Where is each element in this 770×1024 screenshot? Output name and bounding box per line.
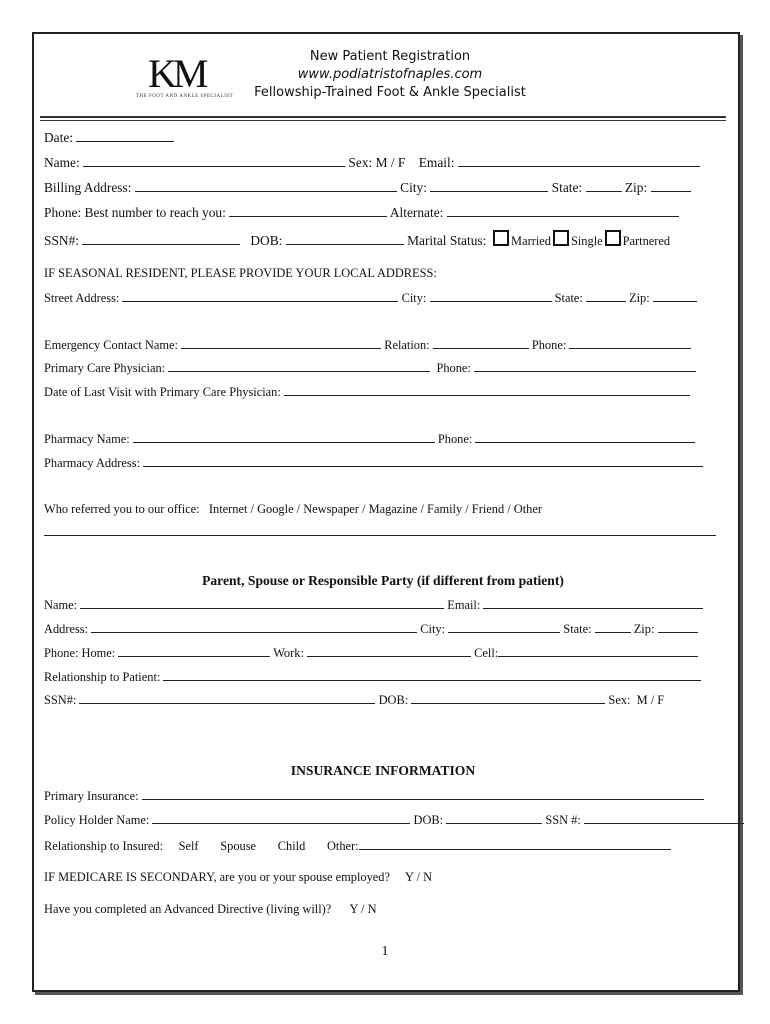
married-checkbox[interactable] xyxy=(493,230,509,246)
primary-insurance-field[interactable] xyxy=(142,788,704,800)
pharmacy-field[interactable] xyxy=(133,431,435,443)
ins-dob-label: DOB: xyxy=(413,813,444,827)
partnered-label: Partnered xyxy=(622,234,671,248)
referral-field[interactable] xyxy=(44,524,716,536)
medicare-yn[interactable]: Y / N xyxy=(405,870,433,884)
rp-phone-home-label: Phone: Home: xyxy=(44,646,116,660)
single-checkbox[interactable] xyxy=(553,230,569,246)
rp-relationship-label: Relationship to Patient: xyxy=(44,670,161,684)
page-number: 1 xyxy=(381,944,389,959)
directive-row xyxy=(44,902,377,917)
partnered-checkbox[interactable] xyxy=(605,230,621,246)
referral-label: Who referred you to our office: xyxy=(44,502,200,516)
sex-label[interactable]: Sex: M / F xyxy=(348,155,406,170)
rp-dob-label: DOB: xyxy=(378,693,409,707)
email-label: Email: xyxy=(418,155,455,170)
relationship-insured-row xyxy=(44,838,671,854)
emergency-label: Emergency Contact Name: xyxy=(44,338,178,352)
state-label: State: xyxy=(551,180,583,195)
logo-tagline: THE FOOT AND ANKLE SPECIALIST xyxy=(136,94,234,99)
policy-holder-row xyxy=(44,812,744,828)
insurance-heading: INSURANCE INFORMATION xyxy=(290,763,476,778)
child-option[interactable]: Child xyxy=(277,839,306,853)
rp-ssn-row xyxy=(44,692,664,708)
zip-label: Zip: xyxy=(624,180,648,195)
emergency-field[interactable] xyxy=(181,337,381,349)
alternate-label: Alternate: xyxy=(389,205,444,220)
seasonal-state-field[interactable] xyxy=(586,290,626,302)
rp-cell-label: Cell: xyxy=(474,646,499,660)
seasonal-city-field[interactable] xyxy=(430,290,552,302)
emergency-row xyxy=(44,337,691,353)
phone-row xyxy=(44,205,679,221)
primary-insurance-row xyxy=(44,788,704,804)
billing-label: Billing Address: xyxy=(44,180,132,195)
rp-phone-row xyxy=(44,645,698,661)
km-logo xyxy=(136,51,234,104)
name-row xyxy=(44,155,700,171)
billing-row xyxy=(44,180,691,196)
married-label: Married xyxy=(511,234,551,248)
dob-label: DOB: xyxy=(250,233,283,248)
rp-ssn-label: SSN#: xyxy=(44,693,77,707)
ins-dob-field[interactable] xyxy=(446,812,542,824)
last-visit-row xyxy=(44,384,690,400)
policy-holder-label: Policy Holder Name: xyxy=(44,813,150,827)
pcp-phone-label: Phone: xyxy=(436,361,471,375)
seasonal-city-label: City: xyxy=(401,291,427,305)
ins-ssn-label: SSN #: xyxy=(545,813,581,827)
pharmacy-address-label: Pharmacy Address: xyxy=(44,456,141,470)
pcp-field[interactable] xyxy=(168,360,430,372)
zip-field[interactable] xyxy=(651,180,691,192)
rp-name-row xyxy=(44,597,703,613)
rp-city-label: City: xyxy=(420,622,446,636)
rp-email-label: Email: xyxy=(447,598,481,612)
self-option[interactable]: Self xyxy=(178,839,199,853)
pharmacy-label: Pharmacy Name: xyxy=(44,432,130,446)
medicare-question: IF MEDICARE IS SECONDARY, are you or your spouse employed? xyxy=(44,870,390,884)
rp-work-field[interactable] xyxy=(307,645,471,657)
date-field[interactable] xyxy=(76,130,174,142)
header-divider xyxy=(40,116,726,118)
name-field[interactable] xyxy=(83,155,345,167)
phone-label: Phone: Best number to reach you: xyxy=(44,205,226,220)
rp-relationship-field[interactable] xyxy=(163,669,701,681)
street-label: Street Address: xyxy=(44,291,120,305)
seasonal-zip-field[interactable] xyxy=(653,290,697,302)
rp-cell-field[interactable] xyxy=(498,645,698,657)
pharmacy-row xyxy=(44,431,695,447)
other-option-label[interactable]: Other: xyxy=(326,839,359,853)
rp-address-row xyxy=(44,621,698,637)
relation-label: Relation: xyxy=(384,338,430,352)
referral-line-row xyxy=(44,524,716,540)
rp-name-label: Name: xyxy=(44,598,78,612)
state-field[interactable] xyxy=(586,180,622,192)
seasonal-heading: IF SEASONAL RESIDENT, PLEASE PROVIDE YOUR LOCAL ADDRESS: xyxy=(44,266,437,280)
rp-address-label: Address: xyxy=(44,622,89,636)
website-link[interactable]: www.podiatristofnaples.com xyxy=(297,67,483,82)
pharmacy-address-field[interactable] xyxy=(143,455,703,467)
relationship-insured-label: Relationship to Insured: xyxy=(44,839,164,853)
alternate-field[interactable] xyxy=(447,205,679,217)
last-visit-field[interactable] xyxy=(284,384,690,396)
rp-zip-label: Zip: xyxy=(633,622,655,636)
form-title: New Patient Registration xyxy=(309,49,471,64)
referral-row xyxy=(44,502,542,517)
rp-city-field[interactable] xyxy=(448,621,560,633)
header-divider-thin xyxy=(40,120,726,121)
date-label: Date: xyxy=(44,130,73,145)
rp-zip-field[interactable] xyxy=(658,621,698,633)
last-visit-label: Date of Last Visit with Primary Care Physician: xyxy=(44,385,281,399)
form-subtitle: Fellowship-Trained Foot & Ankle Specialist xyxy=(254,85,526,100)
marital-label: Marital Status: xyxy=(407,233,487,248)
name-label: Name: xyxy=(44,155,80,170)
rp-address-field[interactable] xyxy=(91,621,417,633)
rp-email-field[interactable] xyxy=(483,597,703,609)
seasonal-zip-label: Zip: xyxy=(629,291,650,305)
rp-dob-field[interactable] xyxy=(411,692,605,704)
ssn-row xyxy=(44,230,672,249)
rp-phone-home-field[interactable] xyxy=(118,645,270,657)
rp-relationship-row xyxy=(44,669,701,685)
city-field[interactable] xyxy=(430,180,548,192)
directive-yn[interactable]: Y / N xyxy=(349,902,377,916)
seasonal-row xyxy=(44,290,697,306)
city-label: City: xyxy=(400,180,427,195)
responsible-heading: Parent, Spouse or Responsible Party (if different from patient) xyxy=(202,573,564,588)
date-row xyxy=(44,130,174,146)
medicare-row xyxy=(44,870,432,885)
pcp-phone-field[interactable] xyxy=(474,360,696,372)
seasonal-state-label: State: xyxy=(554,291,583,305)
other-field[interactable] xyxy=(359,838,671,850)
phone-field[interactable] xyxy=(229,205,387,217)
pharmacy-phone-field[interactable] xyxy=(475,431,695,443)
spouse-option[interactable]: Spouse xyxy=(220,839,257,853)
directive-question: Have you completed an Advanced Directive (living will)? xyxy=(44,902,332,916)
dob-field[interactable] xyxy=(286,233,404,245)
ins-ssn-field[interactable] xyxy=(584,812,744,824)
pharmacy-address-row xyxy=(44,455,703,471)
pharmacy-phone-label: Phone: xyxy=(437,432,473,446)
primary-insurance-label: Primary Insurance: xyxy=(44,789,139,803)
pcp-row xyxy=(44,360,696,376)
emergency-phone-field[interactable] xyxy=(569,337,691,349)
pcp-label: Primary Care Physician: xyxy=(44,361,166,375)
rp-sex-options[interactable]: M / F xyxy=(636,693,665,707)
rp-name-field[interactable] xyxy=(80,597,444,609)
emergency-phone-label: Phone: xyxy=(531,338,567,352)
ssn-field[interactable] xyxy=(82,233,240,245)
relation-field[interactable] xyxy=(433,337,529,349)
policy-holder-field[interactable] xyxy=(152,812,410,824)
billing-field[interactable] xyxy=(135,180,397,192)
email-field[interactable] xyxy=(458,155,700,167)
street-field[interactable] xyxy=(122,290,398,302)
rp-state-field[interactable] xyxy=(595,621,631,633)
rp-ssn-field[interactable] xyxy=(79,692,375,704)
rp-sex-label: Sex: xyxy=(608,693,631,707)
rp-work-label: Work: xyxy=(273,646,304,660)
ssn-label: SSN#: xyxy=(44,233,79,248)
rp-state-label: State: xyxy=(563,622,592,636)
logo-mark: KM xyxy=(148,51,205,96)
referral-options[interactable]: Internet / Google / Newspaper / Magazine / Family / Friend / Other xyxy=(208,502,543,516)
single-label: Single xyxy=(570,234,603,248)
